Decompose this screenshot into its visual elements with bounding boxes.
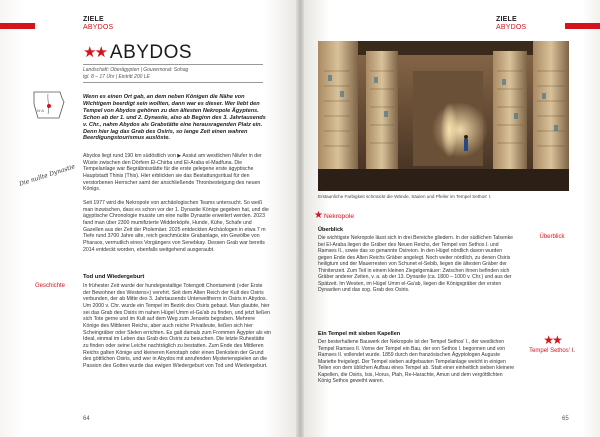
body-paragraph <box>83 153 271 193</box>
info-box <box>83 64 263 83</box>
header-section: ZIELE <box>496 16 517 23</box>
margin-note-overview: Überblick <box>539 234 565 240</box>
page-title: ABYDOS <box>109 42 193 63</box>
star-rating-icon: ★★ <box>83 44 106 61</box>
title-row <box>83 42 192 64</box>
margin-note-temple <box>522 332 582 354</box>
red-tab-marker <box>565 23 600 29</box>
star-rating-icon: ★★ <box>543 333 561 347</box>
photo-caption: Erstaunliche Farbigkeit schmückt die Wände, Säulen und Pfeiler im Tempel Sethos' I. <box>318 194 492 199</box>
book-gutter <box>296 0 304 437</box>
body-paragraph-1: Abydos liegt rund 190 km südöstlich von ▶ Assiut am westlichen Nilufer in der Wüste zwischen den Dörfern El-Chirba und El-Araba el-Madfuna. Die Tempelanlage war Begräbnisstätte für die erste gelegene erste ägyptische Hauptstadt Thinis (This). Hier erblickten sie das Bestattungsritual für den verstorbenen Herrscher samt der anschließende Thronbesteigung des neuen Königs. <box>83 153 262 193</box>
body-paragraph-3: In frühester Zeit wurde der hundegestaltige Totengott Chontamenti (»der Erste der Bewohner des Westens«) verehrt. Seit dem Alten Reich der Kult des Osiris verbunden, der ab Mitte des 3. Jahrtausends Unterweltherrn in Osiris in Abydos. Um 2000 v. Chr. wurde ein Tempel im Bezirk des Osiris gebaut. Man glaubte, hier sei das Grab des Osiris im nahen Hügel Umm el-Ga'ab zu finden, und jetzt ließen sich Tote gerne und im Kult auf dem Weg zum Jenseits begraben. Mehrere Könige des Mittleren Reichs, aber auch reiche Privatleute, ließen sich hier Scheingräber oder Stelen errichten. Es galt damals zum Frommen Ägypter als ein Ideal, einmal im Leben das Grab des Osiris zu besuchen. Die letzte Ruhestätte zu finden oder seine Leiche nachträglich zu bestatten. Zum Ende des Mittleren Reichs galten Könige und kleineren Kenotaph oder einen Denkstein der Grund des göttlichen Osiris, und wer in Abydos mit anrufenden Mysterienspielen an die Passion des Gottes wurde das ewigen Wiedergeburt von Tod und Wiedergeburt. <box>83 283 271 369</box>
egypt-map-icon <box>30 88 68 122</box>
handwritten-note: Die nullte Dynastie <box>18 163 76 188</box>
page-header <box>83 16 113 32</box>
temple-text: Der besterhaltene Bauwerk der Nekropole ist der Tempel Sethos' I., der westlichen Tempel Ramses II. Vorne der Tempel ein Bau, der von Sethos I. begonnen und von Ramses II. vollendet wurde. 1859 durch den französischen Ägyptologen Auguste Mariette freigelegt. Der Tempel sieben aufgebauten Tempelanlage weicht in einigen Teilen von dem üblichen Aufbau eines Tempel ab. Statt einer einheitlich sieben kleinere Kapellen, die Osiris, Isis, Horus, Ptah, Re-Harachte, Amun und dem vergöttlichten König Sethos geweiht waren. <box>318 339 515 385</box>
margin-note: Geschichte <box>35 283 66 289</box>
section-title: Nekropole <box>323 212 355 220</box>
overview-text: Die wichtigste Nekropole lässt sich in drei Bereiche gliedern. In der südlichen Talsenke bei El-Araba liegen die Gräber des Neuen Reichs, der Tempel von Sethos I. und Ramses II., sowie das so genannte Osireion. In den Hügel nördlich davon wurden gegen Ende des Alten Reichs Gräber angelegt. Noch weiter nördlich, zu denen Osiris heiligtum und der Mauerresten von Schunet el-Sebib, liegen die ältesten Gräber der Thinitenzeit. Zum Teil in einem kleinen Ziegelgemäuer: Zwischen ihnen befinden sich Gräber anderer Zeiten, v. a. ab der 13. Dynastie (ca. 1800 – 1000 v. Chr.) und aus der Spätzeit. Im Westen, im Hügel Umm el-Ga'ab, liegen die Königsgräber der ersten Dynastien und das sog. Grab des Osiris. <box>318 235 513 294</box>
info-region: Landschaft: Oberägypten | Gouvernorat: Sohag <box>83 67 189 73</box>
svg-text:N·A: N·A <box>37 108 44 113</box>
info-hours: tgl. 8 – 17 Uhr | Eintritt 200 LE <box>83 73 150 80</box>
page-number: 65 <box>562 416 569 422</box>
red-tab-marker <box>0 23 35 29</box>
temple-interior-image <box>318 41 569 191</box>
header-section: ZIELE <box>83 16 104 23</box>
body-paragraph-2: Seit 1977 wird die Nekropole von archäologischen Teams untersucht. So weiß man inzwischen, dass es schon vor der 1. Dynastie Könige gegeben hat, und die ägyptische Chronologie musste um eine nullte Dynastie erweitert werden. 2023 fand man über 2300 mumifizierte Widderköpfe, Hunde, Kühe, Schafe und Gazellen aus der Zeit der Ptolemäer. 2025 entdeckten Archäologen in etwa 7 m Tiefe rund 3700 Jahre alte, reich geschmückte Grabanlage, ein Gewölbe von Pharaos, vermutlich eines Vorgängers von Senebkay. Dessen Grab war bereits 2014 entdeckt worden, ebenfalls weitgehend ausgeraubt. <box>83 200 269 253</box>
body-paragraph <box>83 200 271 253</box>
page-number: 64 <box>83 416 90 422</box>
temple-photo <box>318 41 569 191</box>
subheading-overview: Überblick <box>318 227 344 233</box>
page-header <box>496 16 526 32</box>
subheading: Tod und Wiedergeburt <box>83 274 145 280</box>
overview-paragraph <box>318 235 516 294</box>
section-header <box>314 208 354 224</box>
lead-paragraph: Wenn es einen Ort gab, an dem neben Königen die Nähe von Wichtigem beerdigt sein wollten, dann war es dieser. Wer liebt den Tempel von Abydos gehören zu den ältesten Nekropole Ägyptens. Schon ab der 1. und 2. Dynastie, also ab Beginn des 3. Jahrtausends v. Chr., nahm Abydos als Grabstätte eine herausragenden Platz ein. Denn hier lag das Grab des Osiris, so lange Zeit einen wahren Beerdigungstourismus auslöste. <box>83 94 266 142</box>
body-paragraph <box>83 283 271 370</box>
header-place: ABYDOS <box>496 24 527 31</box>
subheading-temple: Ein Tempel mit sieben Kapellen <box>318 331 401 337</box>
temple-paragraph <box>318 339 516 385</box>
margin-note-temple-label: Tempel Sethos' I. <box>529 348 575 354</box>
header-place: ABYDOS <box>83 24 114 31</box>
star-rating-icon: ★ <box>314 210 321 221</box>
